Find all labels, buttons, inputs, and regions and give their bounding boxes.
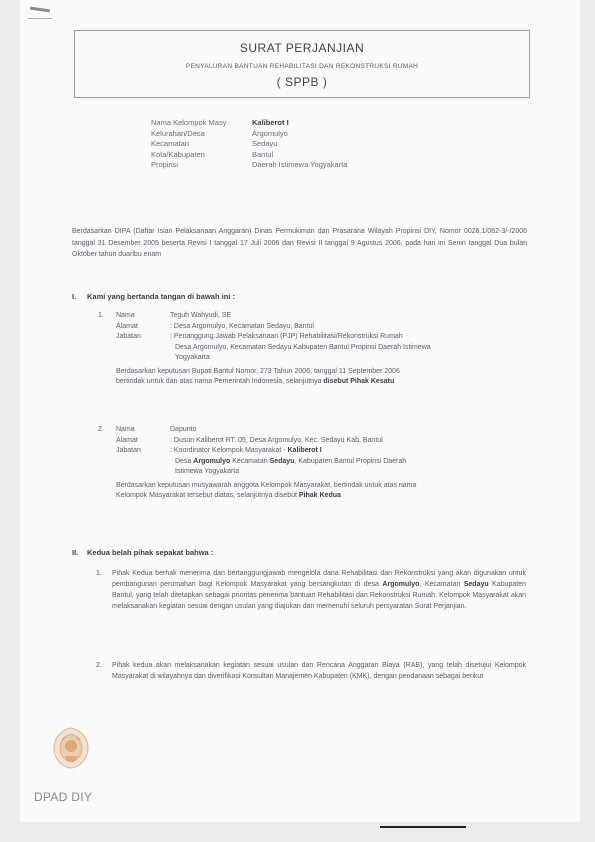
document-subtitle: PENYALURAN BANTUAN REHABILITASI DAN REKONSTRUKSI RUMAH bbox=[185, 63, 419, 70]
party-number: 2. bbox=[98, 426, 104, 433]
document-title: SURAT PERJANJIAN bbox=[239, 41, 365, 55]
agreement-item-2 bbox=[96, 660, 526, 682]
info-row bbox=[151, 129, 347, 140]
district-name: Sedayu bbox=[269, 457, 295, 465]
party-name: Dapunto bbox=[170, 426, 197, 433]
party-address: : Desa Argomulyo, Kecamatan Sedayu, Bantul bbox=[170, 322, 314, 330]
info-value: Bantul bbox=[252, 149, 274, 159]
info-row bbox=[151, 139, 347, 150]
info-label: Nama Kelompok Masy bbox=[151, 118, 227, 127]
party-name: Teguh Wahyudi, SE bbox=[170, 312, 232, 319]
section-number: II. bbox=[72, 548, 79, 557]
item-number: 2. bbox=[96, 662, 102, 669]
info-row bbox=[151, 118, 347, 129]
field-label: Nama bbox=[116, 312, 135, 319]
party-designation: Pihak Kedua bbox=[298, 492, 341, 499]
position-text: : Koordinator Kelompok Masyarakat - bbox=[170, 447, 288, 454]
party-position: : Penanggung Jawab Pelaksanaan (PJP) Rehabilitasi/Rekonstruksi Rumah bbox=[170, 333, 403, 340]
scan-mark bbox=[28, 18, 52, 19]
info-label: Propinsi bbox=[151, 160, 179, 169]
divider bbox=[380, 826, 466, 828]
party-two bbox=[98, 425, 526, 502]
position-text: Kecamatan bbox=[230, 457, 270, 465]
info-value: Kaliberot I bbox=[252, 118, 289, 127]
group-name: Kaliberot I bbox=[287, 447, 322, 454]
info-value: Sedayu bbox=[252, 139, 278, 148]
section-title: Kedua belah pihak sepakat bahwa : bbox=[87, 548, 214, 557]
party-position-cont bbox=[170, 457, 526, 468]
group-info bbox=[151, 118, 347, 171]
intro-paragraph: Berdasarkan DIPA (Daftar Isian Pelaksanaan Anggaran) Dinas Permukiman dan Prasarana Wilayah Propinsi DIY, Nomor 0026.1/062-3/-/2006 tanggal 31 Desember 2005 beserta Revisi I tanggal 17 Juli 2006 dan Revisi II tanggal 9 Agustus 2006, pada hari ini Senin tanggal Dua bulan Oktober tahun duaribu enam bbox=[72, 228, 527, 258]
document-header bbox=[74, 30, 530, 98]
item-text-part: Pihak Kedua berhak menerima dan bertanggungjawab mengelola dana Rehabilitasi dan Rekonstruksi yang akan digunakan untuk pembangunan perumahan bagi Kelompok Masyarakat yang bersangkutan di desa bbox=[112, 570, 526, 588]
info-label: Kelurahan/Desa bbox=[151, 128, 205, 138]
field-label: Nama bbox=[116, 426, 135, 433]
party-number: 1. bbox=[98, 312, 104, 319]
district-name: Sedayu bbox=[463, 581, 489, 588]
party-basis bbox=[116, 377, 526, 388]
document-code: ( SPPB ) bbox=[276, 75, 328, 89]
field-label: Alamat bbox=[116, 322, 138, 330]
village-name: Argomulyo bbox=[382, 581, 420, 588]
agreement-item-1 bbox=[96, 568, 526, 612]
position-text: Desa bbox=[175, 457, 194, 465]
item-text-part: , Kecamatan bbox=[419, 581, 464, 588]
party-basis bbox=[116, 491, 526, 502]
party-position-cont: Yogyakarta bbox=[175, 354, 210, 361]
position-text: , Kabupaten Bantul Propinsi Daerah bbox=[294, 457, 407, 465]
party-basis: Berdasarkan keputusan musyawarah anggota Kelompok Masyarakat, bertindak untuk atas nama bbox=[116, 481, 417, 489]
party-position-cont: Istimewa Yogyakarta bbox=[175, 468, 240, 475]
info-value: Argomulyo bbox=[252, 128, 288, 138]
item-text-part: Kabupaten Bantul, yang telah ditetapkan sebagai prioritas penerima bantuan Rehabilitasi dan Rekonstruksi Rumah. Kelompok Masyarakat akan melaksanakan kegiatan sesuai dengan usulan yang diajukan dan memenuhi seluruh persyaratan Surat Perjanjian. bbox=[112, 581, 527, 610]
field-label: Jabatan bbox=[116, 447, 141, 454]
info-row bbox=[151, 160, 347, 171]
village-name: Argomulyo bbox=[193, 457, 231, 465]
party-basis-text: bertindak untuk dan atas nama Pemerintah Indonesia, selanjutnya bbox=[116, 378, 324, 385]
crest-seal-icon bbox=[51, 726, 91, 770]
info-label: Kecamatan bbox=[151, 139, 189, 148]
party-address: : Dusun Kaliberot RT. 05, Desa Argomulyo, Kec. Sedayu Kab. Bantul bbox=[170, 436, 383, 444]
info-value: Daerah Istimewa Yogyakarta bbox=[252, 160, 348, 169]
section-number: I. bbox=[72, 292, 77, 301]
party-one bbox=[98, 311, 526, 388]
info-row bbox=[151, 150, 347, 161]
party-basis: Berdasarkan keputusan Bupati Bantul Nomor, 273 Tahun 2006, tanggal 11 September 2006 bbox=[116, 367, 400, 375]
party-basis-text: Kelompok Masyarakat tersebut diatas, selanjutnya disebut bbox=[116, 492, 299, 499]
party-position bbox=[170, 446, 526, 457]
field-label: Alamat bbox=[116, 436, 138, 444]
party-designation: disebut Pihak Kesatu bbox=[323, 378, 395, 385]
party-position-cont: Desa Argomulyo, Kecamatan Sedayu Kabupaten Bantul Propinsi Daerah Istimewa bbox=[175, 343, 431, 351]
item-text bbox=[112, 568, 526, 612]
field-label: Jabatan bbox=[116, 333, 141, 340]
section-title: Kami yang bertanda tangan di bawah ini : bbox=[87, 292, 235, 301]
watermark-text: DPAD DIY bbox=[34, 790, 93, 804]
item-text: Pihak kedua akan melaksanakan kegiatan sesuai usulan dan Rencana Anggaran Biaya (RAB), yang telah disetujui Kelompok Masyarakat di wilayahnya dan diverifikasi Konsultan Manajemen Kabupaten (KMK), dengan pendanaan sebagai berikut bbox=[112, 662, 526, 680]
info-label: Kota/Kabupaten bbox=[151, 149, 205, 159]
item-number: 1. bbox=[96, 570, 102, 577]
